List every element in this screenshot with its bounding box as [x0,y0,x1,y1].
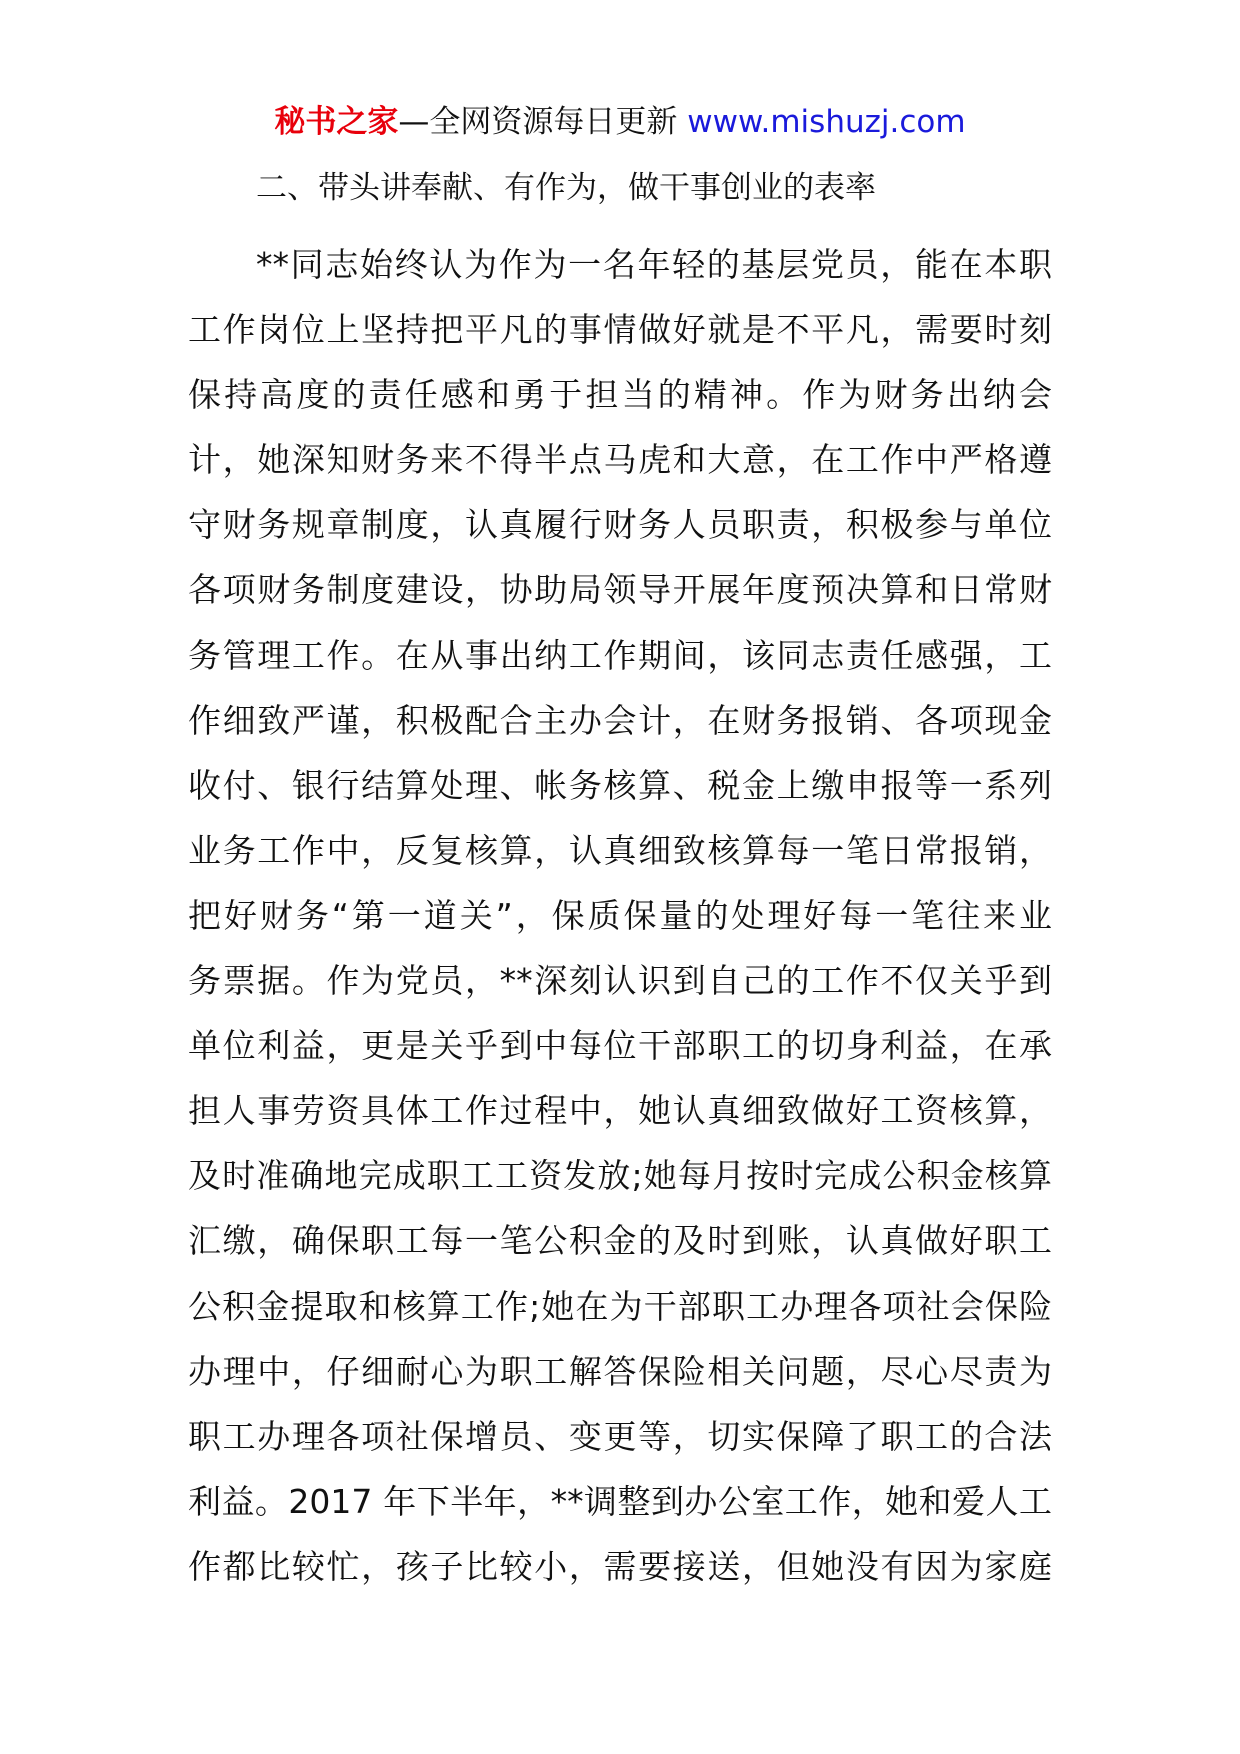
body-line: 保持高度的责任感和勇于担当的精神。作为财务出纳会 [188,375,1052,415]
brand-name: 秘书之家 [274,104,399,140]
body-line: 作都比较忙，孩子比较小，需要接送，但她没有因为家庭 [188,1546,1052,1586]
section-heading: 二、带头讲奉献、有作为，做干事创业的表率 [256,170,876,206]
body-line: 把好财务“第一道关”，保质保量的处理好每一笔往来业 [188,895,1052,935]
body-line: **同志始终认为作为一名年轻的基层党员，能在本职 [256,245,1052,284]
body-line: 汇缴，确保职工每一笔公积金的及时到账，认真做好职工 [188,1221,1052,1261]
body-line: 工作岗位上坚持把平凡的事情做好就是不平凡，需要时刻 [188,310,1052,350]
header-tagline: —全网资源每日更新 [398,104,688,140]
body-line: 业务工作中，反复核算，认真细致核算每一笔日常报销， [188,830,1052,870]
body-line: 各项财务制度建设，协助局领导开展年度预决算和日常财 [188,570,1052,610]
site-header [0,100,1240,144]
body-line: 利益。2017 年下半年，**调整到办公室工作，她和爱人工 [188,1481,1052,1521]
body-line: 守财务规章制度，认真履行财务人员职责，积极参与单位 [188,505,1052,545]
body-line: 作细致严谨，积极配合主办会计，在财务报销、各项现金 [188,700,1052,740]
body-line: 公积金提取和核算工作;她在为干部职工办理各项社会保险 [188,1286,1052,1326]
site-url-link[interactable]: www.mishuzj.com [687,104,966,140]
body-line: 收付、银行结算处理、帐务核算、税金上缴申报等一系列 [188,765,1052,805]
body-line: 办理中，仔细耐心为职工解答保险相关问题，尽心尽责为 [188,1351,1052,1391]
body-line: 担人事劳资具体工作过程中，她认真细致做好工资核算， [188,1091,1052,1131]
body-line: 务票据。作为党员，**深刻认识到自己的工作不仅关乎到 [188,961,1052,1001]
body-line: 职工办理各项社保增员、变更等，切实保障了职工的合法 [188,1416,1052,1456]
body-line: 计，她深知财务来不得半点马虎和大意，在工作中严格遵 [188,440,1052,480]
body-line: 单位利益，更是关乎到中每位干部职工的切身利益，在承 [188,1026,1052,1066]
body-line: 及时准确地完成职工工资发放;她每月按时完成公积金核算 [188,1156,1052,1196]
body-line: 务管理工作。在从事出纳工作期间，该同志责任感强，工 [188,635,1052,675]
body-paragraph [188,232,1052,1599]
